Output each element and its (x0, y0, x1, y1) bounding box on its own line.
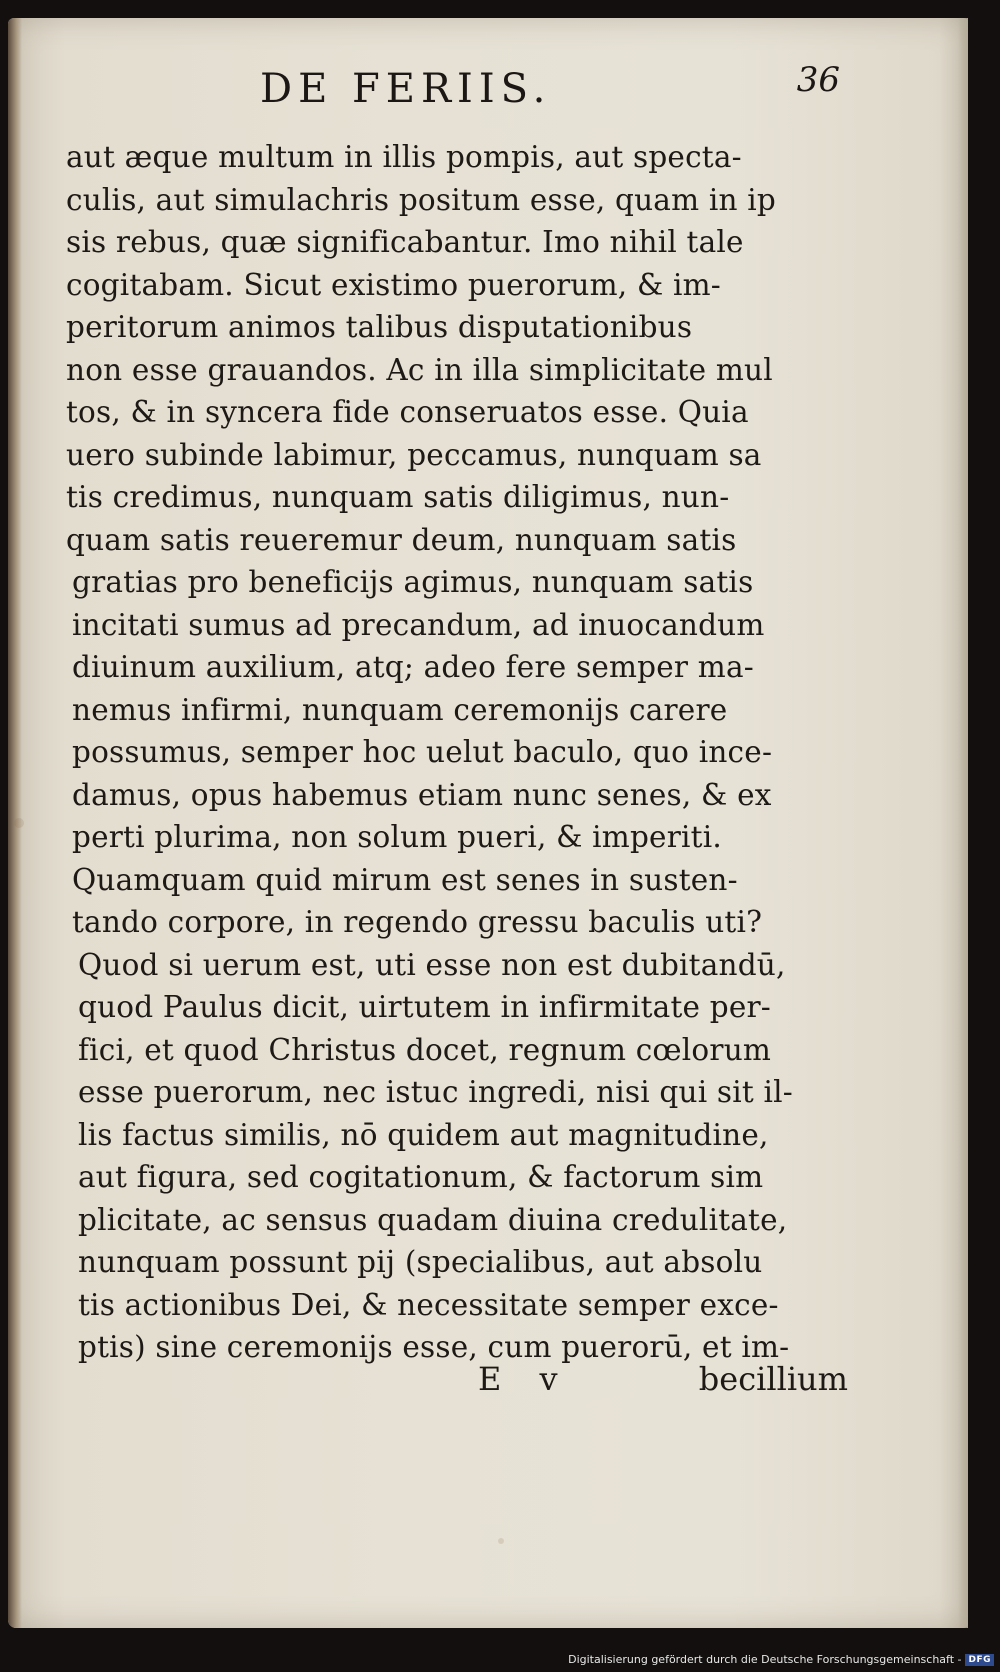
text-line: Quod si uerum est, uti esse non est dubitandū, (78, 947, 786, 982)
folio-number: 36 (796, 60, 840, 100)
text-line: lis factus similis, nō quidem aut magnitudine, (78, 1117, 769, 1152)
text-line: plicitate, ac sensus quadam diuina credulitate, (78, 1202, 788, 1237)
text-line: peritorum animos talibus disputationibus (66, 310, 693, 344)
text-line: incitati sumus ad precandum, ad inuocandum (72, 607, 765, 642)
text-line: gratias pro beneficijs agimus, nunquam satis (72, 565, 754, 599)
text-line: diuinum auxilium, atq; adeo fere semper ma- (72, 650, 754, 684)
text-line: fici, et quod Christus docet, regnum cœlorum (78, 1032, 772, 1067)
text-line: ptis) sine ceremonijs esse, cum puerorū, et im- (78, 1330, 790, 1364)
dfg-logo: DFG (965, 1654, 994, 1666)
paper-stain (14, 818, 24, 828)
page-edge-shadow (958, 18, 968, 1628)
catchword: becillium (698, 1360, 848, 1398)
text-line: nemus infirmi, nunquam ceremonijs carere (72, 692, 728, 727)
signature-mark: E v (478, 1360, 572, 1398)
paper-page (8, 18, 968, 1628)
text-line: tando corpore, in regendo gressu baculis uti? (72, 905, 763, 939)
text-line: quod Paulus dicit, uirtutem in infirmitate per- (78, 990, 771, 1024)
paper-stain (498, 1538, 504, 1544)
text-line: tos, & in syncera fide conseruatos esse. Quia (66, 395, 749, 429)
text-line: possumus, semper hoc uelut baculo, quo ince- (72, 735, 773, 769)
text-line: uero subinde labimur, peccamus, nunquam sa (66, 437, 762, 472)
text-line: damus, opus habemus etiam nunc senes, & ex (72, 777, 772, 812)
text-line: aut figura, sed cogitationum, & factorum sim (78, 1160, 764, 1194)
text-line: quam satis reueremur deum, nunquam satis (66, 522, 737, 557)
text-line: cogitabam. Sicut existimo puerorum, & im- (66, 267, 721, 302)
text-line: Quamquam quid mirum est senes in susten- (72, 862, 738, 897)
running-head: DE FERIIS. (260, 66, 552, 112)
page-header (260, 60, 860, 126)
text-line: sis rebus, quæ significabantur. Imo nihil tale (66, 225, 744, 259)
body-text (66, 136, 856, 1369)
text-line: tis actionibus Dei, & necessitate semper exce- (78, 1287, 779, 1322)
credit-text: Digitalisierung gefördert durch die Deutsche Forschungsgemeinschaft - (568, 1653, 962, 1666)
text-line: culis, aut simulachris positum esse, quam in ip (66, 182, 776, 217)
text-line: tis credimus, nunquam satis diligimus, nun- (66, 480, 730, 514)
text-line: non esse grauandos. Ac in illa simplicitate mul (66, 352, 773, 387)
text-line: esse puerorum, nec istuc ingredi, nisi qui sit il- (78, 1075, 793, 1109)
text-line: perti plurima, non solum pueri, & imperiti. (72, 820, 722, 854)
text-line: nunquam possunt pij (specialibus, aut absolu (78, 1245, 763, 1279)
digitization-credit (568, 1653, 994, 1666)
text-line: aut æque multum in illis pompis, aut specta- (66, 140, 742, 174)
